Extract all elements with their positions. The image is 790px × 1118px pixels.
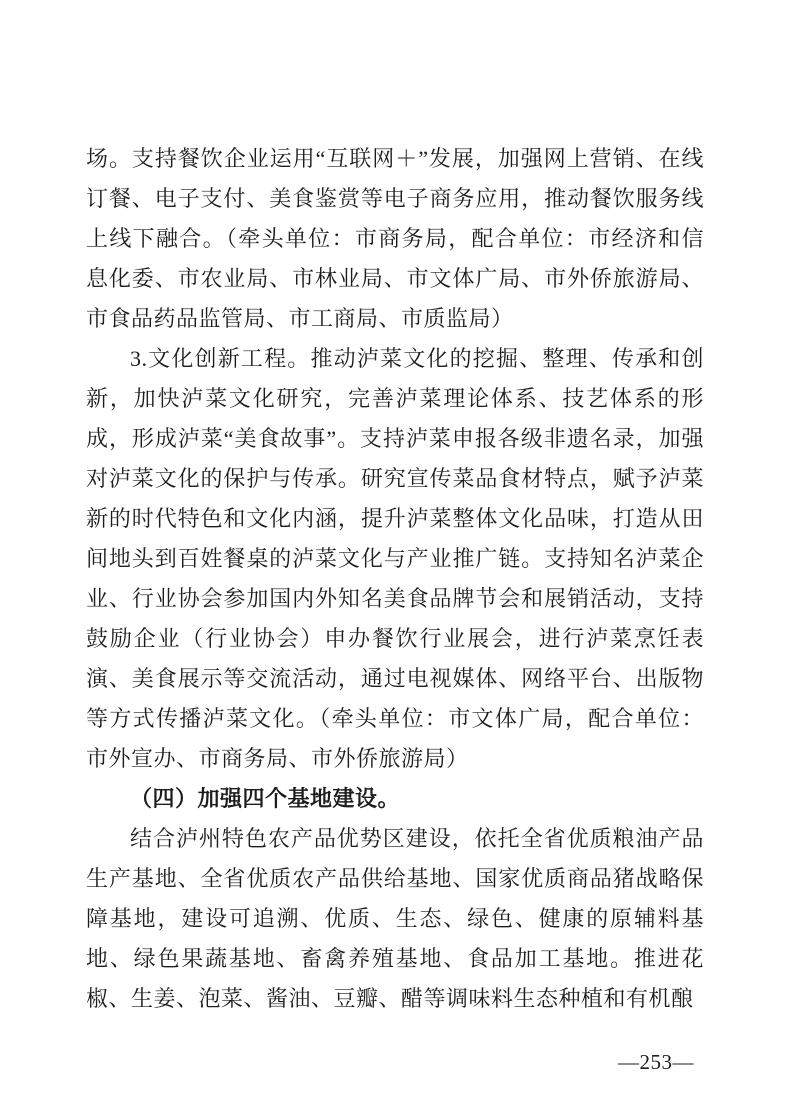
section-heading-four-bases: （四）加强四个基地建设。 — [130, 786, 401, 811]
paragraph-culture-innovation-project: 3.文化创新工程。推动泸菜文化的挖掘、整理、传承和创新，加快泸菜文化研究，完善泸菜理论体系、技艺体系的形成，形成泸菜“美食故事”。支持泸菜申报各级非遗名录，加强对泸菜文化的保护与传承。研究宣传菜品食材特点，赋予泸菜新的时代特色和文化内涵，提升泸菜整体文化品味，打造从田间地头到百姓餐桌的泸菜文化与产业推广链。支持知名泸菜企业、行业协会参加国内外知名美食品牌节会和展销活动，支持鼓励企业（行业协会）申办餐饮行业展会，进行泸菜烹饪表演、美食展示等交流活动，通过电视媒体、网络平台、出版物等方式传播泸菜文化。（牵头单位：市文体广局，配合单位：市外宣办、市商务局、市外侨旅游局） — [86, 346, 704, 771]
page-number: —253— — [618, 1050, 694, 1074]
paragraph-internet-plus-continuation: 场。支持餐饮企业运用“互联网＋”发展，加强网上营销、在线订餐、电子支付、美食鉴赏等电子商务应用，推动餐饮服务线上线下融合。（牵头单位：市商务局，配合单位：市经济和信息化委、市农业局、市林业局、市文体广局、市外侨旅游局、市食品药品监管局、市工商局、市质监局） — [86, 146, 704, 331]
paragraph-base-construction: 结合泸州特色农产品优势区建设，依托全省优质粮油产品生产基地、全省优质农产品供给基地、国家优质商品猪战略保障基地，建设可追溯、优质、生态、绿色、健康的原辅料基地、绿色果蔬基地、畜禽养殖基地、食品加工基地。推进花椒、生姜、泡菜、酱油、豆瓣、醋等调味料生态种植和有机酿 — [86, 826, 704, 1011]
document-body — [86, 139, 704, 1019]
